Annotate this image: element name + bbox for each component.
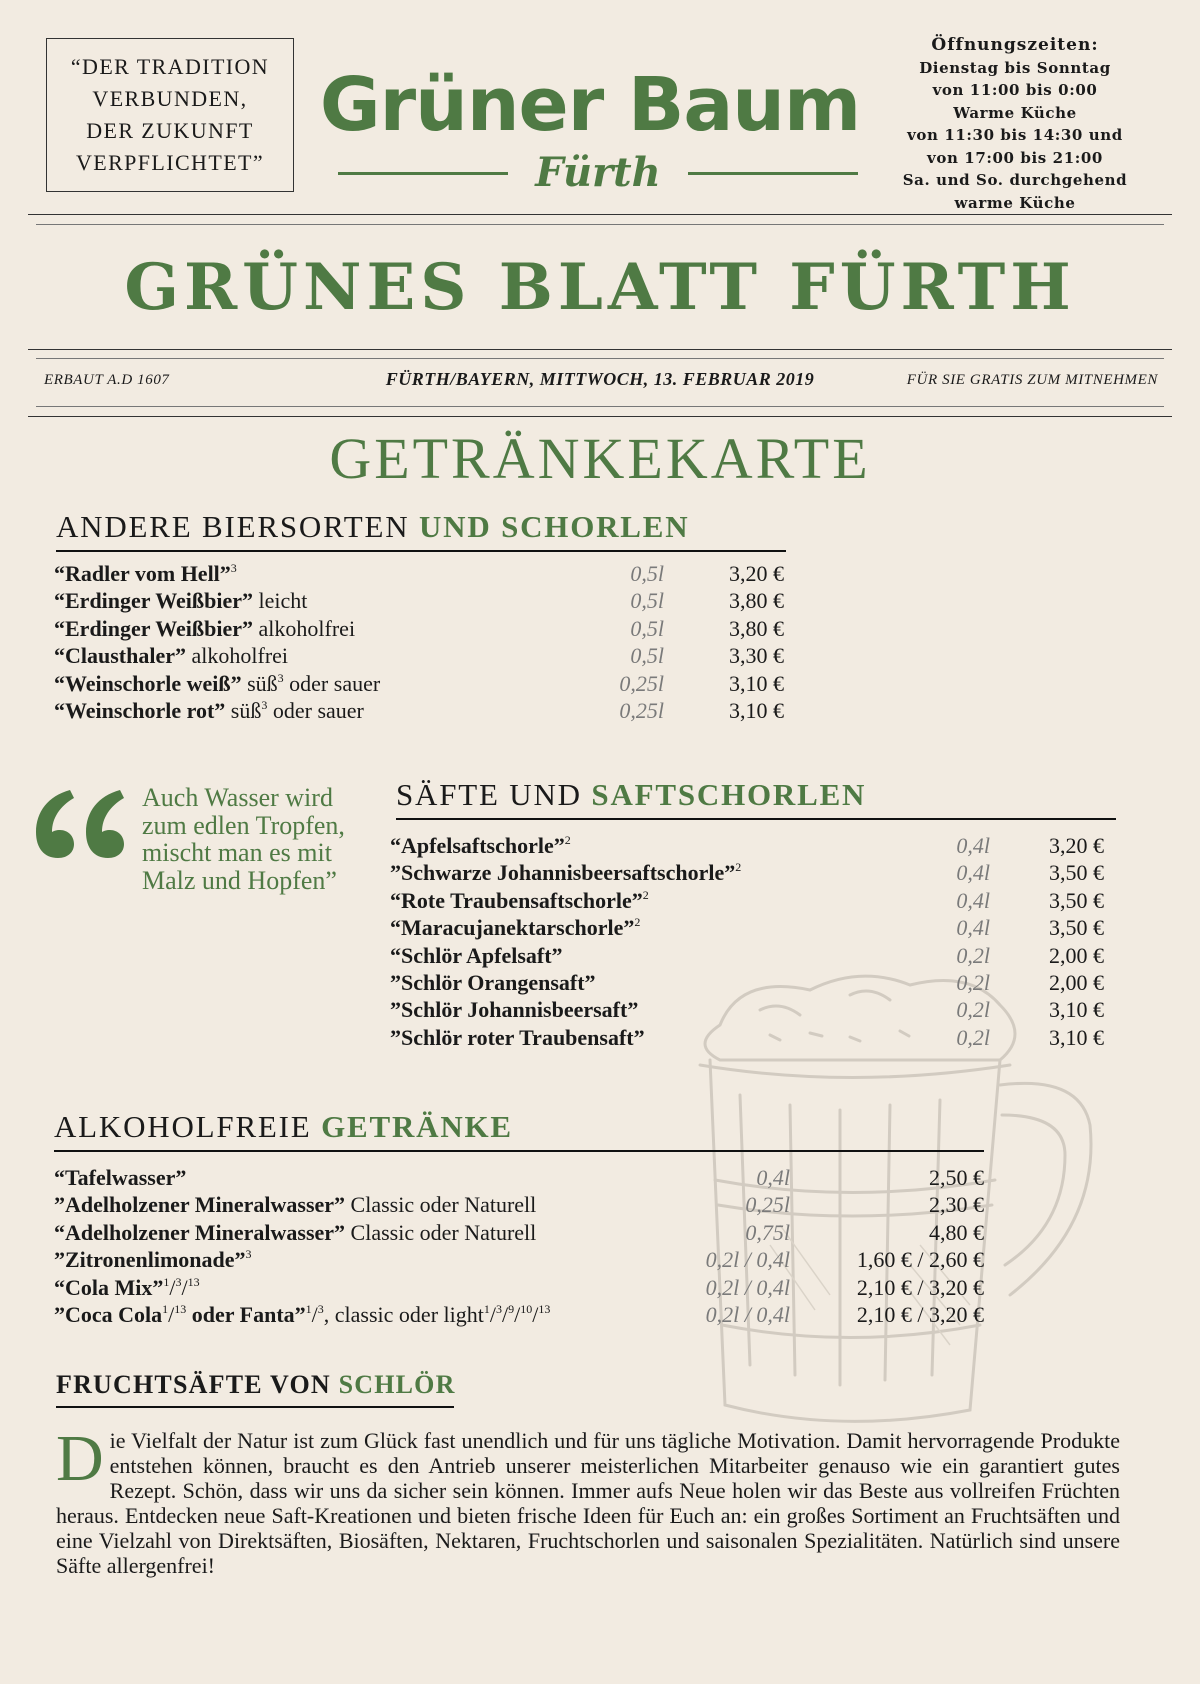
- item-desc: /: [168, 1301, 175, 1327]
- item-title: “Apfelsaftschorle”: [390, 833, 565, 858]
- item-name: [390, 832, 571, 859]
- dateline-rule-top-thin: [36, 358, 1164, 359]
- item-price: 2,50 €: [929, 1165, 984, 1190]
- item-volume: 0,5l: [630, 588, 664, 614]
- opening-hours-line: Sa. und So. durchgehend: [902, 171, 1128, 189]
- opening-hours-line: von 11:30 bis 14:30 und: [907, 126, 1123, 144]
- opening-hours-title: Öffnungszeiten:: [931, 35, 1099, 55]
- dateline-free: FÜR SIE GRATIS ZUM MITNEHMEN: [906, 372, 1158, 388]
- item-title: “Weinschorle weiß”: [54, 670, 242, 696]
- item-price: 3,20 €: [729, 561, 784, 586]
- list-biersorten: [54, 560, 784, 724]
- newspaper-title: GRÜNES BLATT FÜRTH: [124, 250, 1076, 325]
- item-volume: 0,25l: [745, 1192, 790, 1218]
- opening-hours: [900, 34, 1130, 214]
- menu-item-row: [390, 914, 1104, 941]
- motto-line: VERPFLICHTET”: [75, 150, 265, 175]
- quote-line: mischt man es mit: [142, 838, 332, 867]
- header-rule-thin: [36, 224, 1164, 225]
- item-name: [390, 887, 649, 914]
- item-price: 3,80 €: [729, 615, 784, 641]
- item-volume: 0,25l: [619, 697, 664, 723]
- item-name: [54, 1246, 252, 1273]
- item-price: 3,50 €: [1049, 860, 1104, 886]
- item-price: 2,00 €: [1049, 969, 1104, 995]
- item-price: 4,80 €: [929, 1219, 984, 1245]
- menu-item-row: [54, 670, 784, 697]
- item-title: “Cola Mix”: [54, 1274, 164, 1300]
- item-volume: 0,4l: [956, 887, 990, 913]
- section-title-saefte: [396, 776, 1116, 820]
- item-price: 3,10 €: [729, 670, 784, 696]
- item-desc: /: [514, 1301, 521, 1327]
- item-price: 2,30 €: [929, 1192, 984, 1218]
- item-desc: alkoholfrei: [191, 643, 289, 669]
- item-volume: 0,2l: [956, 969, 990, 995]
- item-desc: /: [489, 1301, 496, 1327]
- item-title: ”Schlör Johannisbeersaft”: [390, 997, 639, 1023]
- item-title: ”Coca Cola: [54, 1301, 163, 1327]
- item-name: [54, 1191, 536, 1218]
- item-name: [54, 587, 307, 614]
- item-desc: /: [181, 1274, 188, 1300]
- section-title-fruchtsaefte: [56, 1368, 454, 1408]
- allergen-note: 3: [495, 1301, 502, 1316]
- item-price: 3,50 €: [1049, 915, 1104, 941]
- motto-line: “DER TRADITION: [70, 54, 270, 79]
- opening-hours-line: Dienstag bis Sonntag: [919, 58, 1111, 77]
- dateline-built: ERBAUT A.D 1607: [44, 372, 170, 388]
- item-price: 3,20 €: [1049, 833, 1104, 858]
- allergen-note: 3: [277, 670, 284, 685]
- allergen-note: 13: [538, 1301, 551, 1316]
- dateline-date: FÜRTH/BAYERN, MITTWOCH, 13. FEBRUAR 2019: [385, 369, 815, 389]
- item-name: [54, 1274, 200, 1301]
- menu-item-row: [390, 887, 1104, 914]
- item-volume: 0,4l: [956, 915, 990, 941]
- item-name: [54, 670, 380, 697]
- allergen-note: 13: [187, 1274, 200, 1289]
- item-volume: 0,2l / 0,4l: [705, 1274, 790, 1300]
- allergen-note: 3: [245, 1247, 252, 1262]
- section-title-green: SAFTSCHORLEN: [591, 777, 867, 812]
- allergen-note: 3: [230, 561, 237, 575]
- item-desc: oder sauer: [272, 697, 364, 723]
- item-title: ”Schlör Orangensaft”: [390, 969, 596, 995]
- item-name: [390, 942, 563, 969]
- item-name: [54, 1301, 550, 1328]
- item-price: 2,00 €: [1049, 942, 1104, 968]
- item-volume: 0,4l: [756, 1165, 790, 1190]
- allergen-note: 3: [261, 697, 268, 712]
- allergen-note: 13: [174, 1301, 187, 1316]
- item-title: “Maracujanektarschorle”: [390, 915, 635, 941]
- allergen-note: 1: [162, 1301, 169, 1316]
- fruchtsaefte-paragraph: [56, 1422, 1120, 1578]
- allergen-note: 1: [305, 1301, 312, 1316]
- item-name: [54, 1219, 536, 1246]
- allergen-note: 3: [317, 1301, 324, 1316]
- item-volume: 0,4l: [956, 833, 990, 858]
- menu-item-row: [390, 996, 1104, 1023]
- quote-line: zum edlen Tropfen,: [142, 810, 345, 840]
- item-title: oder Fanta”: [186, 1301, 306, 1327]
- menu-item-row: [390, 832, 1104, 859]
- menu-item-row: [54, 1246, 984, 1273]
- item-desc: süß: [230, 697, 262, 723]
- allergen-note: 2: [634, 915, 641, 930]
- dateline-rule-bottom: [28, 416, 1172, 417]
- logo-name: Grüner Baum: [319, 62, 861, 148]
- menu-item-row: [54, 587, 784, 614]
- item-name: [54, 560, 237, 587]
- item-volume: 0,2l: [956, 942, 990, 968]
- logo-divider-right: [688, 172, 858, 175]
- item-volume: 0,25l: [619, 670, 664, 696]
- item-volume: 0,5l: [630, 615, 664, 641]
- quote-line: Malz und Hopfen”: [142, 865, 337, 895]
- menu-item-row: [54, 1164, 984, 1191]
- item-volume: 0,2l / 0,4l: [705, 1247, 790, 1273]
- opening-hours-line: warme Küche: [954, 193, 1076, 212]
- allergen-note: 1: [483, 1301, 490, 1316]
- item-desc: alkoholfrei: [258, 615, 356, 641]
- section-title-black: SÄFTE UND: [396, 777, 582, 812]
- allergen-note: 2: [642, 887, 649, 902]
- item-desc: süß: [247, 670, 278, 696]
- section-title-alkoholfrei: [54, 1108, 984, 1152]
- item-title: “Erdinger Weißbier”: [54, 588, 254, 614]
- menu-title: GETRÄNKEKARTE: [329, 426, 871, 491]
- dateline-rule-bottom-thin: [36, 406, 1164, 407]
- item-name: [54, 1164, 186, 1191]
- item-price: 1,60 € / 2,60 €: [856, 1247, 984, 1273]
- allergen-note: 10: [520, 1301, 533, 1316]
- item-title: ”Schwarze Johannisbeersaftschorle”: [390, 860, 736, 886]
- allergen-note: 2: [564, 833, 571, 847]
- allergen-note: 3: [175, 1274, 182, 1289]
- item-title: “Clausthaler”: [54, 643, 186, 669]
- item-price: 2,10 € / 3,20 €: [856, 1274, 984, 1300]
- list-saefte: [390, 832, 1104, 1051]
- item-volume: 0,2l / 0,4l: [705, 1301, 790, 1327]
- quote-text: [142, 784, 382, 894]
- menu-item-row: [54, 1301, 984, 1328]
- menu-item-row: [390, 969, 1104, 996]
- section-title-green: UND SCHORLEN: [418, 509, 690, 544]
- item-price: 3,10 €: [729, 697, 784, 723]
- section-title-green: SCHLÖR: [338, 1370, 456, 1399]
- section-title-black: FRUCHTSÄFTE VON: [56, 1370, 331, 1399]
- item-price: 3,10 €: [1049, 1024, 1104, 1050]
- item-title: “Rote Traubensaftschorle”: [390, 887, 643, 913]
- paragraph-text: ie Vielfalt der Natur ist zum Glück fast unendlich und für uns tägliche Motivation. Damit hervorragende Produkte entstehen können, braucht es den Antrieb unserer meisterlichen Mitarbeiter genauso wie ein garantiert gutes Rezept. Schön, dass wir uns da sicher sein können. Immer aufs Neue holen wir das Beste aus vollreifen Früchten heraus. Entdecken neue Saft-Kreationen und bieten frische Ideen für Euch an: ein großes Sortiment an Fruchtsäften und eine Vielzahl von Direktsäften, Biosäften, Nektaren, Fruchtschorlen und saisonalen Spezialitäten. Natürlich sind unsere Säfte allergenfrei!: [56, 1428, 1120, 1578]
- menu-item-row: [54, 560, 784, 587]
- motto-line: DER ZUKUNFT: [86, 118, 254, 143]
- opening-hours-line: von 11:00 bis 0:00: [932, 81, 1098, 99]
- menu-item-row: [54, 1219, 984, 1246]
- item-name: [54, 642, 288, 669]
- motto-box: [46, 38, 294, 192]
- quote-line: Auch Wasser wird: [142, 783, 333, 812]
- item-title: “Tafelwasser”: [54, 1165, 187, 1190]
- item-volume: 0,75l: [745, 1219, 790, 1245]
- item-volume: 0,5l: [630, 561, 664, 586]
- item-desc: /: [501, 1301, 509, 1327]
- section-title-black: ALKOHOLFREIE: [54, 1109, 312, 1144]
- section-title-black: ANDERE BIERSORTEN: [56, 509, 410, 544]
- item-name: [54, 615, 355, 642]
- item-name: [390, 969, 596, 996]
- item-desc: /: [532, 1301, 539, 1327]
- quote-mark-icon: [30, 782, 130, 862]
- item-desc: /: [169, 1274, 176, 1300]
- item-volume: 0,5l: [630, 643, 664, 669]
- item-desc: Classic oder Naturell: [345, 1219, 537, 1245]
- item-desc: /: [311, 1301, 318, 1327]
- item-desc: , classic oder light: [323, 1301, 484, 1327]
- section-title-biersorten: [56, 508, 786, 552]
- item-title: “Weinschorle rot”: [54, 697, 226, 723]
- item-volume: 0,2l: [956, 1024, 990, 1050]
- section-title-green: GETRÄNKE: [321, 1109, 513, 1144]
- item-desc: Classic oder Naturell: [345, 1192, 537, 1218]
- item-name: [390, 1024, 645, 1051]
- list-alkoholfrei: [54, 1164, 984, 1328]
- menu-item-row: [54, 615, 784, 642]
- item-title: ”Zitronenlimonade”: [54, 1247, 246, 1273]
- item-title: “Erdinger Weißbier”: [54, 615, 254, 641]
- item-title: ”Adelholzener Mineralwasser”: [54, 1192, 346, 1218]
- logo-sub: Fürth: [535, 149, 661, 196]
- item-price: 2,10 € / 3,20 €: [856, 1301, 984, 1327]
- item-desc: leicht: [258, 588, 308, 614]
- item-title: “Radler vom Hell”: [54, 561, 231, 586]
- menu-item-row: [54, 697, 784, 724]
- item-desc: oder sauer: [289, 670, 381, 696]
- item-name: [390, 996, 638, 1023]
- item-price: 3,10 €: [1049, 997, 1104, 1023]
- item-price: 3,50 €: [1049, 887, 1104, 913]
- menu-item-row: [390, 859, 1104, 886]
- allergen-note: 2: [735, 860, 742, 875]
- item-title: “Schlör Apfelsaft”: [390, 942, 563, 968]
- motto-line: VERBUNDEN,: [92, 86, 248, 111]
- dateline-rule-top: [28, 349, 1172, 350]
- menu-item-row: [54, 1191, 984, 1218]
- item-name: [390, 914, 640, 941]
- item-title: ”Schlör roter Traubensaft”: [390, 1024, 645, 1050]
- logo-sub-row: [338, 150, 858, 196]
- menu-item-row: [390, 942, 1104, 969]
- header-rule: [28, 214, 1172, 215]
- allergen-note: 9: [508, 1301, 515, 1316]
- opening-hours-line: von 17:00 bis 21:00: [927, 148, 1103, 167]
- item-price: 3,80 €: [729, 588, 784, 614]
- menu-item-row: [54, 642, 784, 669]
- allergen-note: 1: [163, 1274, 170, 1289]
- drop-cap: D: [56, 1422, 104, 1495]
- item-name: [54, 697, 364, 724]
- item-volume: 0,4l: [956, 860, 990, 886]
- opening-hours-line: Warme Küche: [953, 103, 1077, 122]
- menu-item-row: [54, 1274, 984, 1301]
- item-name: [390, 859, 741, 886]
- item-volume: 0,2l: [956, 997, 990, 1023]
- item-title: “Adelholzener Mineralwasser”: [54, 1219, 346, 1245]
- item-price: 3,30 €: [729, 643, 784, 669]
- menu-item-row: [390, 1024, 1104, 1051]
